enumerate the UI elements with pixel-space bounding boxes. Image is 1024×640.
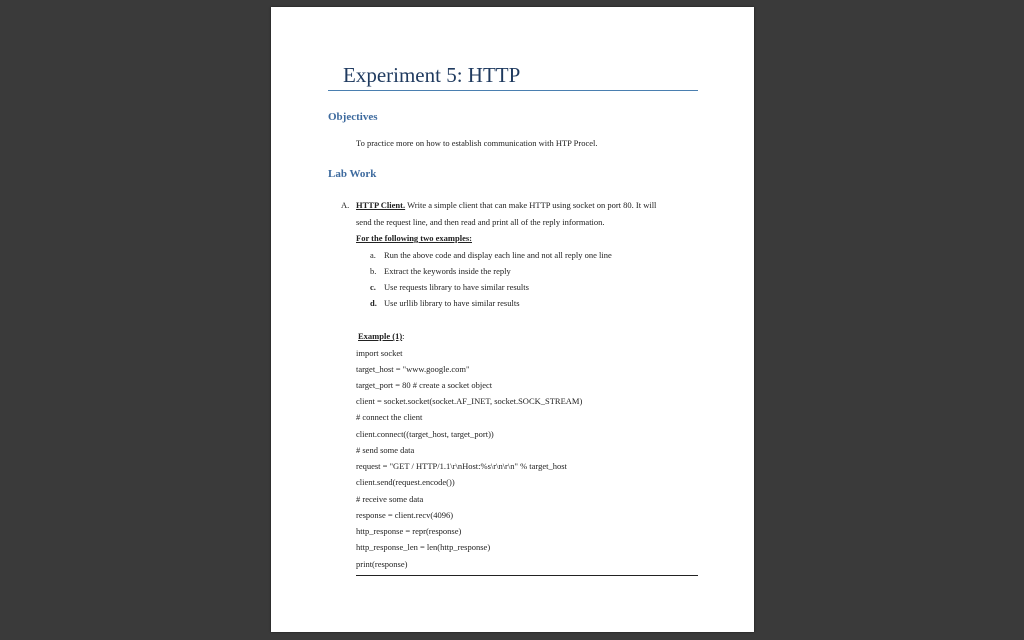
item-a-line2: send the request line, and then read and print all of the reply information. [356,217,605,227]
subitem-a-text: Run the above code and display each line and not all reply one line [384,250,612,260]
code-line: target_port = 80 # create a socket object [356,380,493,390]
page-title: Experiment 5: HTTP [343,63,521,87]
labwork-heading: Lab Work [328,168,377,180]
item-a-label: HTTP Client. [356,200,406,210]
code-line: client = socket.socket(socket.AF_INET, socket.SOCK_STREAM) [356,396,583,406]
code-line: import socket [356,348,403,358]
code-bottom-rule [356,575,698,576]
subitem-c-text: Use requests library to have similar results [384,282,529,292]
code-line: print(response) [356,559,408,569]
code-line: http_response_len = len(http_response) [356,542,491,552]
examples-heading: For the following two examples: [356,233,472,243]
code-line: client.connect((target_host, target_port)) [356,429,494,439]
code-line: client.send(request.encode()) [356,477,455,487]
document-page [271,7,754,632]
example1-colon: : [402,331,405,341]
subitem-c-marker: c. [370,282,376,292]
code-line: request = "GET / HTTP/1.1\r\nHost:%s\r\n\r\n" % target_host [356,461,567,471]
subitem-b-marker: b. [370,266,377,276]
code-line: target_host = "www.google.com" [356,364,470,374]
subitem-b-text: Extract the keywords inside the reply [384,266,511,276]
objectives-text: To practice more on how to establish communication with HTP Procel. [356,138,598,148]
item-a-text-1: Write a simple client that can make HTTP using socket on port 80. It will [405,200,657,210]
objectives-heading: Objectives [328,111,378,123]
title-underline [328,90,698,91]
subitem-d-text: Use urllib library to have similar results [384,298,520,308]
code-line: # receive some data [356,494,424,504]
example1-label: Example (1) [358,331,403,341]
code-line: response = client.recv(4096) [356,510,454,520]
item-a-line1 [356,200,656,210]
subitem-a-marker: a. [370,250,376,260]
subitem-d-marker: d. [370,298,377,308]
code-line: http_response = repr(response) [356,526,462,536]
item-a-marker: A. [341,200,350,210]
code-line: # send some data [356,445,415,455]
code-line: # connect the client [356,412,423,422]
example1-heading [358,331,405,341]
